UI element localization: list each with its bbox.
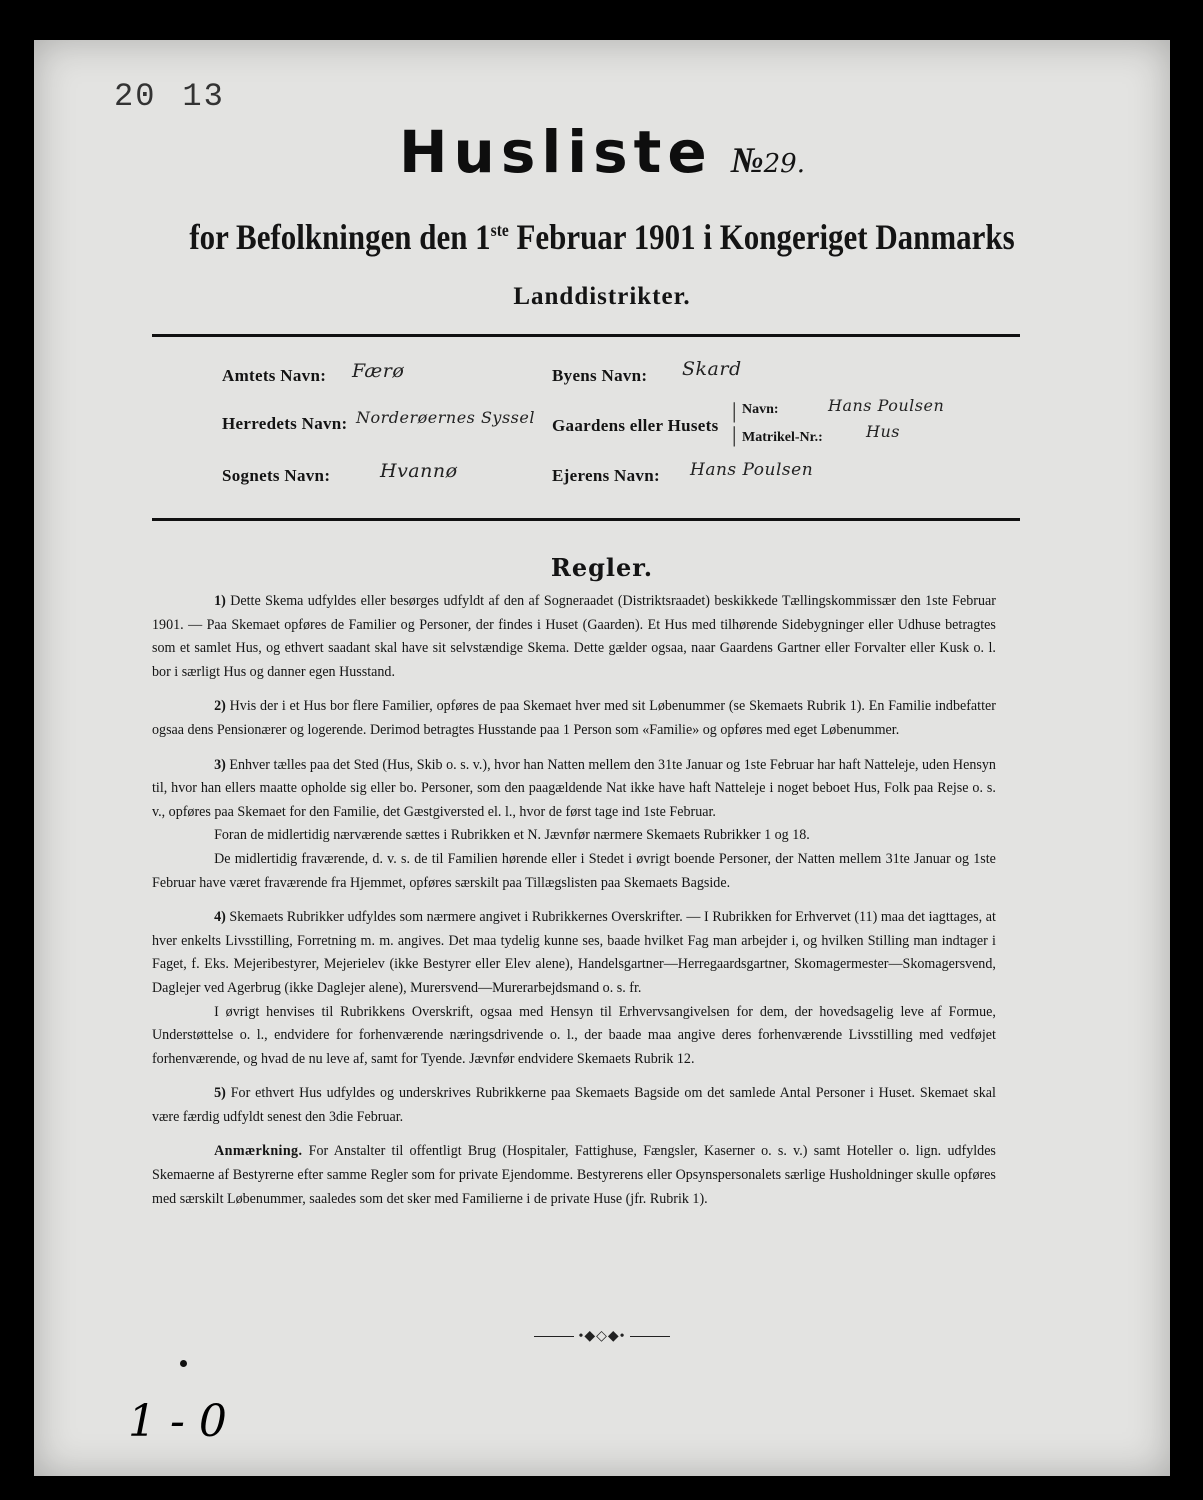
ink-dot — [180, 1360, 187, 1367]
archive-reference — [114, 78, 251, 115]
navn-label: Navn: — [742, 402, 779, 417]
rule-4-text: Skemaets Rubrikker udfyldes som nærmere angivet i Rubrikkernes Overskrifter. — I Rubrikken for Erhvervet (11) maa det iagttages, at hver enkelts Livsstilling, Forretning m. m. angives. Det maa tydelig kunne ses, baade hvilket Fag man arbejder i, og hvilken Stilling man indtager i Faget, f. Eks. Mejeribestyrer, Mejerielev (ikke Bestyrer eller Elev alene), Handelsgartner—Herregaardsgartner, Skomagermester—Skomagersvend, Daglejer ved Agerbrug (ikke Daglejer alene), Murersvend—Murerarbejdsmand o. s. fr. — [152, 909, 996, 996]
page-title: Husliste — [398, 118, 713, 186]
matrikel-value: Hus — [866, 422, 900, 441]
gaard-label: Gaardens eller Husets — [552, 416, 719, 435]
ref-number-2: 13 — [182, 78, 225, 115]
rule-1-num: 1) — [214, 593, 226, 609]
note — [152, 1140, 996, 1211]
title-row — [34, 118, 1170, 186]
subtitle-post: Februar 1901 i Kongeriget Danmarks — [508, 217, 1015, 257]
navn-value: Hans Poulsen — [828, 396, 945, 415]
rule-4 — [152, 906, 996, 1000]
rule-3-cont-b — [152, 848, 996, 895]
subtitle — [114, 216, 1091, 258]
rule-3-cont-a-text: Foran de midlertidig nærværende sættes i Rubrikken et N. Jævnfør nærmere Skemaets Rubrikker 1 og 18. — [214, 827, 810, 844]
census-form-page — [34, 40, 1170, 1476]
ref-number-1: 20 — [114, 78, 157, 115]
handwritten-mark: 1 - 0 — [128, 1396, 227, 1447]
list-number-label: № — [730, 140, 764, 180]
ejer-label: Ejerens Navn: — [552, 466, 660, 485]
subtitle-pre: for Befolkningen den 1 — [189, 217, 491, 257]
brace-bottom: | — [732, 422, 737, 447]
rule-5-num: 5) — [214, 1085, 226, 1102]
rule-2-num: 2) — [214, 698, 226, 715]
note-heading: Anmærkning. — [214, 1143, 303, 1160]
ornament-line-right — [630, 1336, 670, 1337]
note-text: For Anstalter til offentligt Brug (Hospitaler, Fattighuse, Fængsler, Kaserner o. s. v.) samt Hoteller o. lign. udfyldes Skemaerne af Bestyrerne efter samme Regler som for private Ejendomme. Bestyrerens eller Opsynspersonalets særlige Husholdninger skulle opføres med særskilt Løbenummer, saaledes som det sker med Familierne i de private Huse (jfr. Rubrik 1). — [152, 1143, 996, 1207]
rules-body — [152, 590, 996, 1222]
rule-2-text: Hvis der i et Hus bor flere Familier, opføres de paa Skemaet hver med sit Løbenummer (se Skemaets Rubrik 1). En Familie indbefatter ogsaa dens Pensionærer og logerende. Derimod betragtes Husstande paa 1 Person som «Familie» og opføres med eget Løbenummer. — [152, 698, 996, 738]
top-divider — [152, 334, 1020, 337]
sogn-label: Sognets Navn: — [222, 466, 331, 485]
rule-5 — [152, 1082, 996, 1129]
district-heading: Landdistrikter. — [513, 283, 691, 310]
rule-4-num: 4) — [214, 909, 226, 926]
rule-3-cont-b-text: De midlertidig fraværende, d. v. s. de til Familien hørende eller i Stedet i øvrigt boende Personer, der Natten mellem 31te Januar og 1ste Februar have været fraværende fra Hjemmet, opføres særskilt paa Tillægslisten paa Skemaets Bagside. — [152, 850, 996, 891]
rule-1-text: Dette Skema udfyldes eller besørges udfyldt af den af Sogneraadet (Distriktsraadet) beskikkede Tællingskommissær den 1ste Februar 1901. — Paa Skemaet opføres de Familier og Personer, der findes i Huset (Gaarden). Et Hus med tilhørende Sidebygninger eller Udhuse betragtes som et samlet Hus, og ethvert saadant skal have sit selvstændige Skema. Dette gælder ogsaa, naar Gaardens Gartner eller Forvalter eller Kusk o. l. bor i særligt Hus og danner egen Husstand. — [152, 593, 996, 680]
subtitle-sup: ste — [490, 220, 509, 240]
list-number-value: 29. — [763, 149, 805, 179]
sogn-value: Hvannø — [380, 460, 458, 482]
rule-3 — [152, 754, 996, 825]
matrikel-label: Matrikel-Nr.: — [742, 430, 823, 445]
herred-label: Herredets Navn: — [222, 414, 348, 433]
by-value: Skard — [682, 358, 742, 380]
ornament-line-left — [534, 1336, 574, 1337]
rule-2 — [152, 695, 996, 742]
ornament-glyphs: •◆◇◆• — [578, 1329, 626, 1344]
ornament-divider — [34, 1328, 1170, 1345]
rule-4-cont — [152, 1001, 996, 1072]
rule-1 — [152, 590, 996, 684]
rules-heading: Regler. — [550, 553, 654, 582]
ejer-value: Hans Poulsen — [690, 460, 814, 480]
rule-3-num: 3) — [214, 756, 226, 773]
herred-value: Norderøernes Syssel — [356, 408, 535, 427]
amt-value: Færø — [352, 360, 405, 382]
bottom-divider — [152, 518, 1020, 521]
rule-5-text: For ethvert Hus udfyldes og underskrives Rubrikkerne paa Skemaets Bagside om det samlede Antal Personer i Huset. Skemaet skal være færdig udfyldt senest den 3die Februar. — [152, 1085, 996, 1125]
rule-4-cont-text: I øvrigt henvises til Rubrikkens Overskrift, ogsaa med Hensyn til Erhvervsangivelsen for dem, der hovedsagelig leve af Formue, Understøttelse o. l., endvidere for forhenværende næringsdrivende o. l., der baade maa angive deres forhenværende Livsstilling med vedføjet forhenværende, og hvad de nu leve af, samt for Tyende. Jævnfør endvidere Skemaets Rubrik 12. — [152, 1003, 996, 1067]
by-label: Byens Navn: — [552, 366, 648, 385]
rule-3-text: Enhver tælles paa det Sted (Hus, Skib o. s. v.), hvor han Natten mellem den 31te Januar og 1ste Februar har haft Natteleje, uden Hensyn til, hvor han ellers maatte opholde sig eller bo. Personer, som den paagældende Nat ikke have haft Natteleje i noget beboet Hus, Folk paa Rejse o. s. v., opføres paa Skemaet for den Familie, det Gæstgiversted el. l., hvor de først tage ind 1ste Februar. — [152, 756, 996, 820]
amt-label: Amtets Navn: — [222, 366, 327, 385]
rule-3-cont-a — [152, 824, 996, 848]
brace-top: | — [732, 398, 737, 423]
